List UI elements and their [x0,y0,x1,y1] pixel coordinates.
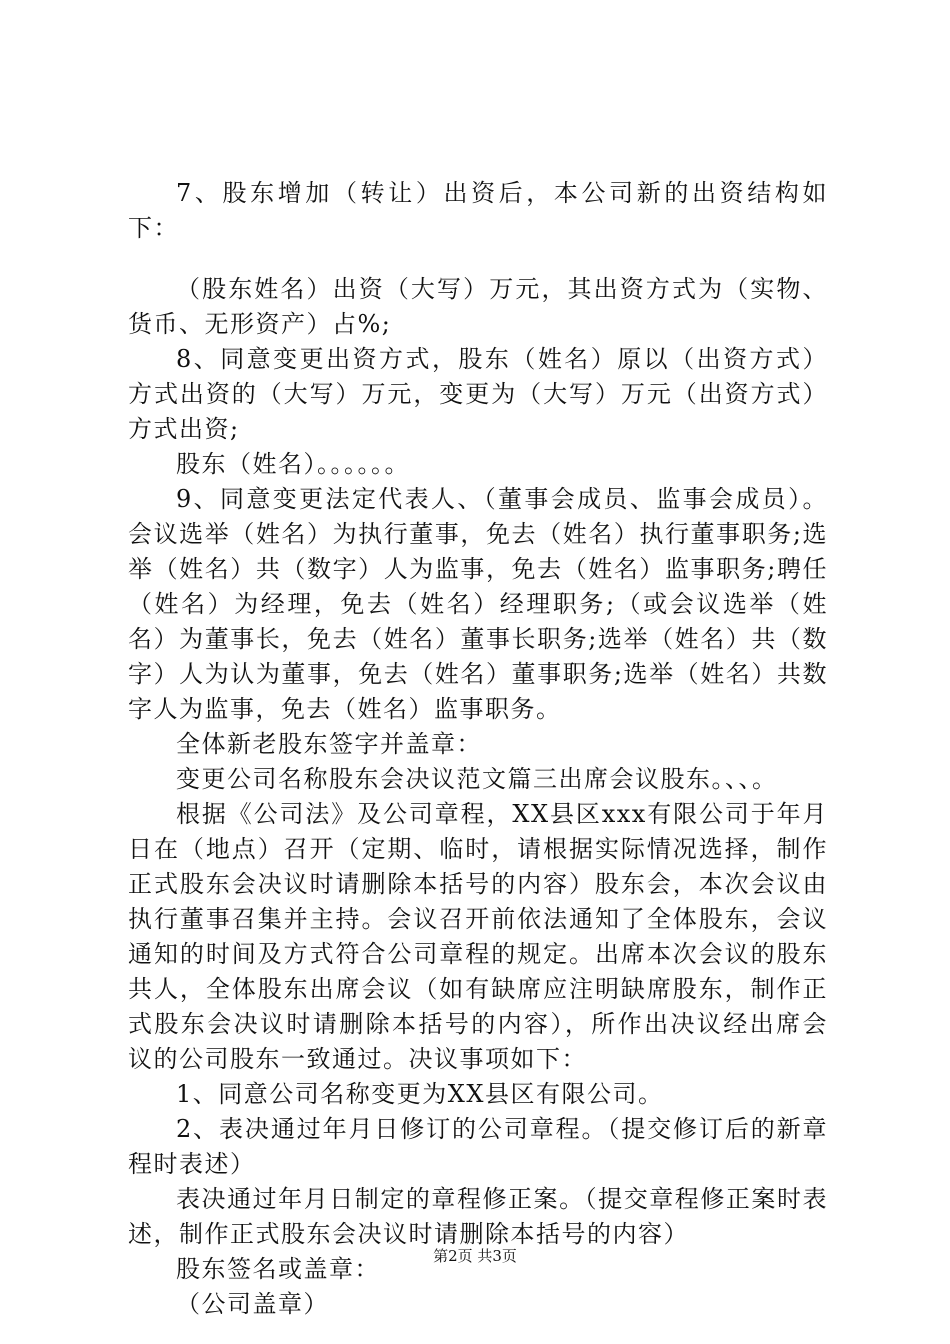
paragraph-capital-structure: 7、股东增加（转让）出资后，本公司新的出资结构如下： [128,179,828,242]
paragraph-section-title: 变更公司名称股东会决议范文篇三出席会议股东。、、。 [176,765,778,793]
paragraph-shareholder-name: 股东（姓名）。。。。。。 [176,450,410,478]
paragraph-all-shareholders-sign: 全体新老股东签字并盖章： [176,730,482,758]
paragraph-change-contribution-method: 8、同意变更出资方式，股东（姓名）原以（出资方式）方式出资的（大写）万元，变更为（大写）万元（出资方式）方式出资; [128,345,828,443]
paragraph-resolution-articles: 2、表决通过年月日修订的公司章程。（提交修订后的新章程时表述） [128,1115,828,1178]
paragraph-resolution-name-change: 1、同意公司名称变更为XX县区有限公司。 [176,1080,664,1108]
paragraph-shareholder-contribution: （股东姓名）出资（大写）万元，其出资方式为（实物、货币、无形资产）占%; [128,275,828,338]
page-number-footer: 第2页 共3页 [433,1247,517,1265]
paragraph-resolution-amendment: 表决通过年月日制定的章程修正案。（提交章程修正案时表述，制作正式股东会决议时请删除本括号的内容） [128,1185,828,1248]
paragraph-shareholder-signature: 股东签名或盖章： [176,1255,380,1283]
document-body [128,176,828,1322]
paragraph-change-legal-representative: 9、同意变更法定代表人、（董事会成员、监事会成员）。会议选举（姓名）为执行董事，免去（姓名）执行董事职务;选举（姓名）共（数字）人为监事，免去（姓名）监事职务;聘任（姓名）为经理，免去（姓名）经理职务;（或会议选举（姓名）为董事长，免去（姓名）董事长职务;选举（姓名）共（数字）人为认为董事，免去（姓名）董事职务;选举（姓名）共数字人为监事，免去（姓名）监事职务。 [128,485,828,723]
paragraph-meeting-basis: 根据《公司法》及公司章程，XX县区xxx有限公司于年月日在（地点）召开（定期、临时，请根据实际情况选择，制作正式股东会决议时请删除本括号的内容）股东会，本次会议由执行董事召集并主持。会议召开前依法通知了全体股东，会议通知的时间及方式符合公司章程的规定。出席本次会议的股东共人，全体股东出席会议（如有缺席应注明缺席股东，制作正式股东会决议时请删除本括号的内容），所作出决议经出席会议的公司股东一致通过。决议事项如下： [128,800,828,1073]
paragraph-company-seal: （公司盖章） [176,1290,329,1318]
